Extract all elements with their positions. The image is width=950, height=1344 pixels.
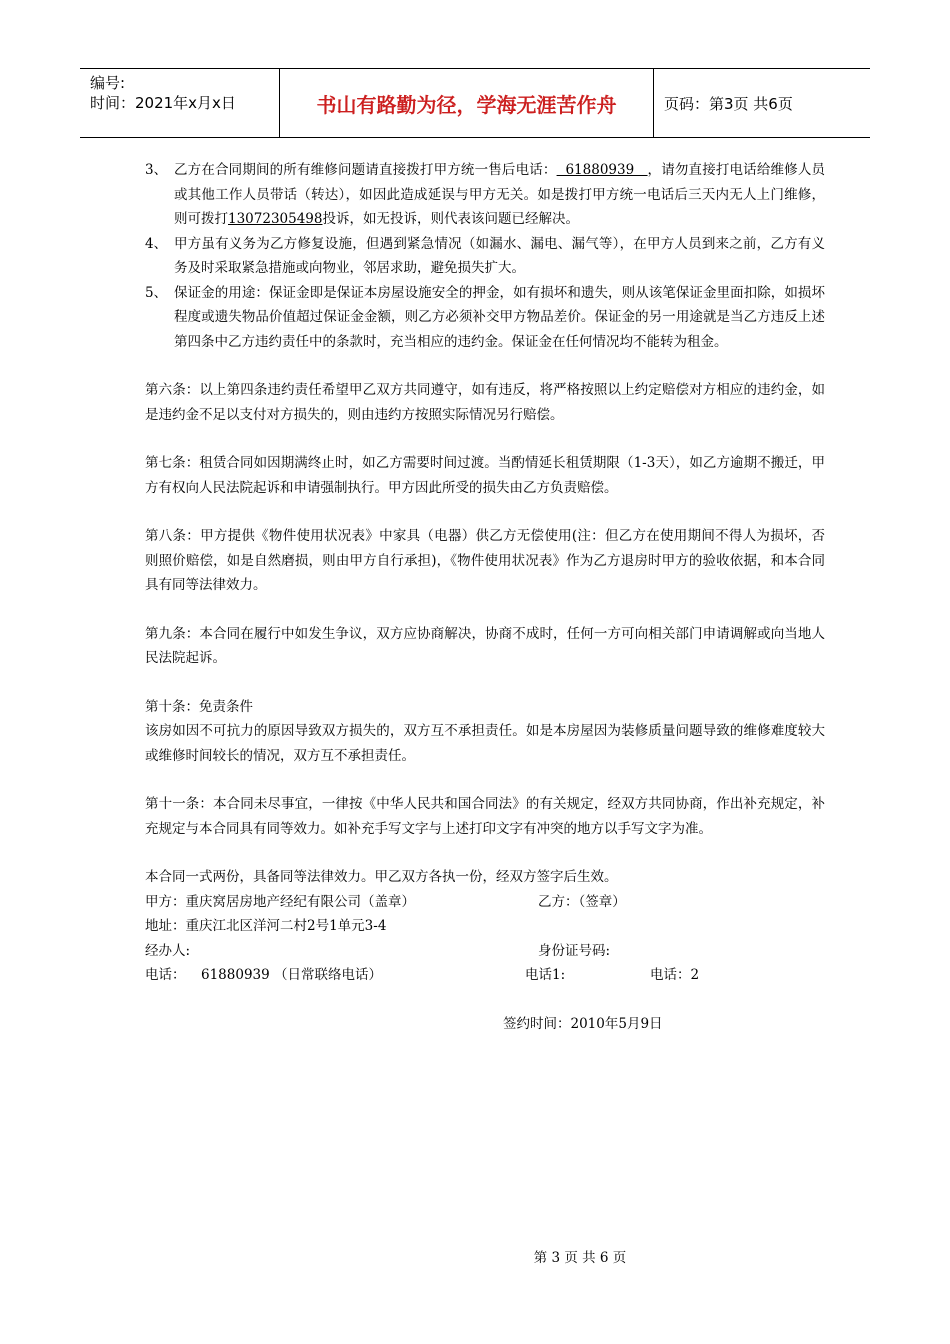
item-number: 4、 <box>145 235 168 252</box>
header-motto: 书山有路勤为径，学海无涯苦作舟 <box>280 69 654 137</box>
article-10-title: 第十条：免责条件 <box>145 698 253 715</box>
item-text-part: 乙方在合同期间的所有维修问题请直接拨打甲方统一售后电话： <box>174 162 557 178</box>
phone-2-label: 电话：2 <box>650 967 700 983</box>
sign-date: 签约时间：2010年5月9日 <box>503 1015 663 1032</box>
header-meta <box>80 69 280 137</box>
list-item <box>145 232 825 281</box>
article-9: 第九条：本合同在履行中如发生争议，双方应协商解决，协商不成时，任何一方可向相关部门申请调解或向当地人民法院起诉。 <box>145 625 825 666</box>
phone-row <box>145 963 825 988</box>
document-time-label: 时间：2021年x月x日 <box>90 94 236 112</box>
item-text: 甲方虽有义务为乙方修复设施，但遇到紧急情况（如漏水、漏电、漏气等），在甲方人员到来之前，乙方有义务及时采取紧急措施或向物业，邻居求助，避免损失扩大。 <box>174 235 825 276</box>
page-footer: 第 3 页 共 6 页 <box>533 1250 627 1266</box>
list-item <box>145 281 825 355</box>
item-text <box>174 158 825 232</box>
party-row <box>145 890 825 915</box>
item-text-part: 投诉，如无投诉，则代表该问题已经解决。 <box>322 211 579 227</box>
address-line: 地址：重庆江北区洋河二村2号1单元3-4 <box>145 918 387 934</box>
article-11: 第十一条：本合同未尽事宜，一律按《中华人民共和国合同法》的有关规定，经双方共同协商，作出补充规定，补充规定与本合同具有同等效力。如补充手写文字与上述打印文字有冲突的地方以手写文字为准。 <box>145 796 825 837</box>
header-page-info: 页码：第3页 共6页 <box>664 94 793 113</box>
article-10-body: 该房如因不可抗力的原因导致双方损失的，双方互不承担责任。如是本房屋因为装修质量问题导致的维修难度较大或维修时间较长的情况，双方互不承担责任。 <box>145 723 825 764</box>
copies-statement: 本合同一式两份，具备同等法律效力。甲乙双方各执一份，经双方签字后生效。 <box>145 869 618 885</box>
item-text-part: ，请勿直接打电话给维修人员或其他工作人员带话（转达），如因此造成延误与甲方无关。如是拨打甲方统一电话后三天内无人上门维修，则可拨打 <box>174 162 826 227</box>
agent-row <box>145 939 825 964</box>
document-number-label: 编号: <box>90 74 126 92</box>
article-8: 第八条：甲方提供《物件使用状况表》中家具（电器）供乙方无偿使用(注：但乙方在使用期间不得人为损坏，否则照价赔偿，如是自然磨损，则由甲方自行承担)，《物件使用状况表》作为乙方退房时甲方的验收依据，和本合同具有同等法律效力。 <box>145 528 825 593</box>
list-item <box>145 158 825 232</box>
item-number: 5、 <box>145 284 168 301</box>
service-phone: 61880939 <box>556 162 648 178</box>
sign-date-row <box>145 1012 825 1037</box>
phone-value: 61880939 （日常联络电话） <box>201 967 383 983</box>
phone-1-label: 电话1: <box>525 967 566 983</box>
complaint-phone: 13072305498 <box>228 211 323 227</box>
item-text: 保证金的用途：保证金即是保证本房屋设施安全的押金，如有损坏和遗失，则从该笔保证金里面扣除，如损坏程度或遗失物品价值超过保证金金额，则乙方必须补交甲方物品差价。保证金的另一用途就是当乙方违反上述第四条中乙方违约责任中的条款时，充当相应的违约金。保证金在任何情况均不能转为租金。 <box>174 284 825 350</box>
agent-label: 经办人: <box>145 942 191 959</box>
party-b: 乙方：（签章） <box>538 893 626 910</box>
phone-label: 电话： <box>145 967 186 983</box>
page-header <box>80 68 870 138</box>
id-number-label: 身份证号码: <box>538 942 611 959</box>
article-7: 第七条：租赁合同如因期满终止时，如乙方需要时间过渡。当酌情延长租赁期限（1-3天），如乙方逾期不搬迁，甲方有权向人民法院起诉和申请强制执行。甲方因此所受的损失由乙方负责赔偿。 <box>145 455 825 496</box>
contract-body <box>145 158 825 1036</box>
party-a: 甲方：重庆窝居房地产经纪有限公司（盖章） <box>145 893 415 910</box>
article-6: 第六条：以上第四条违约责任希望甲乙双方共同遵守，如有违反，将严格按照以上约定赔偿对方相应的违约金，如是违约金不足以支付对方损失的，则由违约方按照实际情况另行赔偿。 <box>145 382 825 423</box>
item-number: 3、 <box>145 162 168 178</box>
